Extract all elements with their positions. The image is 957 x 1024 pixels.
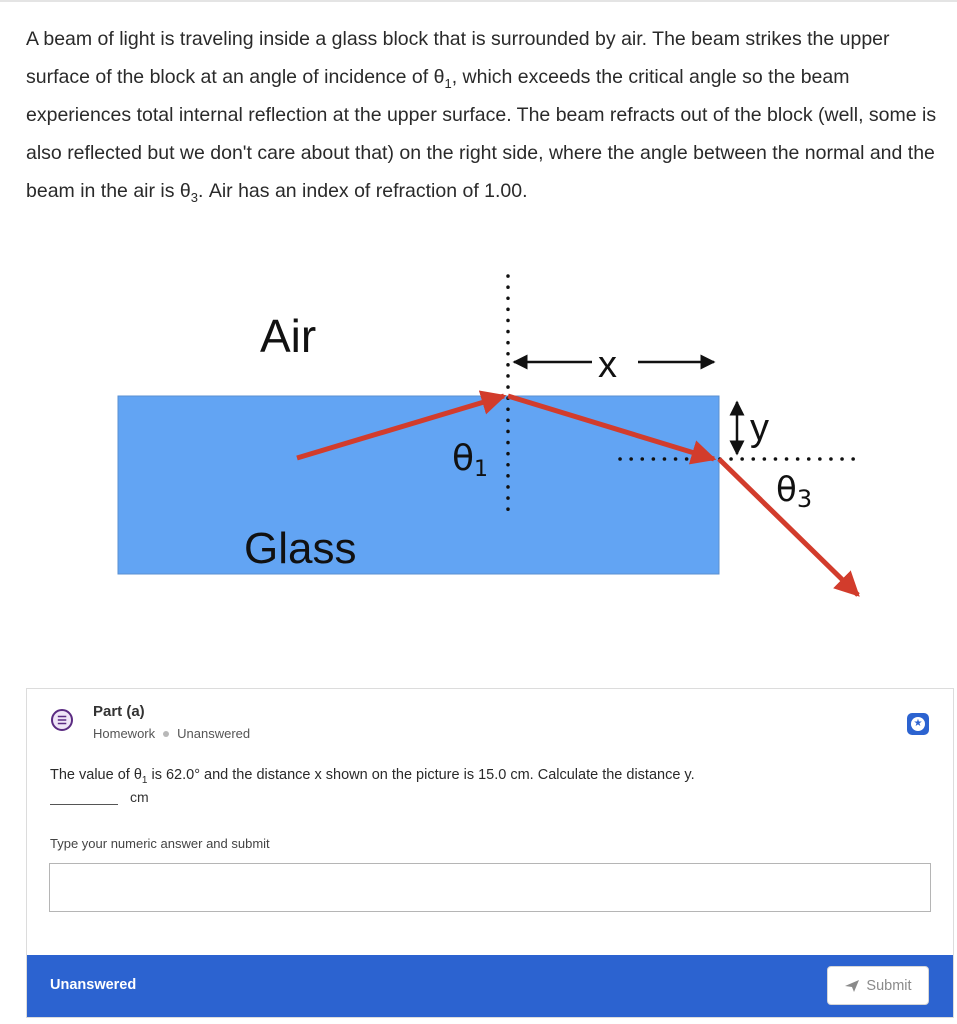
problem-text-3: . Air has an index of refraction of 1.00.: [198, 180, 528, 202]
question-sub: 1: [141, 774, 148, 786]
physics-diagram: [0, 240, 957, 620]
bookmark-star-button[interactable]: [907, 713, 929, 735]
theta1-label: θ1: [452, 438, 489, 482]
problem-text-2: , which exceeds the critical angle so the beam experiences total internal reflection at the upper surface. The beam refracts out of the block (well, some is also reflected but we don't care about that) on the right side, where the angle between the normal and the beam in the air is θ: [26, 66, 937, 202]
y-label: y: [750, 407, 769, 449]
part-category: Homework: [93, 726, 156, 741]
question-text-b: is 62.0° and the distance x shown on the picture is 15.0 cm. Calculate the distance y.: [147, 767, 695, 783]
question-text-a: The value of θ: [50, 767, 142, 783]
answer-blank: [50, 789, 149, 805]
problem-text-1: A beam of light is traveling inside a glass block that is surrounded by air. The beam strikes the upper surface of the block at an angle of incidence of θ: [26, 28, 890, 88]
card-footer: [27, 955, 953, 1017]
submit-button[interactable]: [827, 966, 929, 1005]
theta3-label: θ3: [776, 470, 813, 513]
air-label: Air: [260, 310, 317, 362]
problem-sub-1: 1: [444, 75, 452, 91]
list-icon: ☰: [51, 709, 73, 731]
meta-separator-dot: [163, 731, 169, 737]
part-a-card: [26, 688, 954, 1018]
top-divider: [0, 0, 957, 2]
question-text: [50, 767, 695, 786]
send-icon: [844, 979, 860, 993]
part-status: Unanswered: [177, 726, 251, 741]
part-title: Part (a): [93, 703, 145, 720]
answer-hint: Type your numeric answer and submit: [50, 836, 270, 851]
star-icon: ★: [911, 717, 925, 731]
x-label: x: [598, 344, 617, 386]
answer-unit: cm: [130, 789, 149, 805]
blank-underline: [50, 790, 118, 805]
glass-label: Glass: [244, 524, 357, 573]
numeric-answer-input[interactable]: [49, 863, 931, 912]
part-meta: [93, 726, 250, 741]
footer-status: Unanswered: [50, 977, 137, 993]
problem-statement: [26, 20, 946, 210]
submit-label: Submit: [866, 977, 912, 994]
problem-sub-2: 3: [190, 189, 198, 205]
